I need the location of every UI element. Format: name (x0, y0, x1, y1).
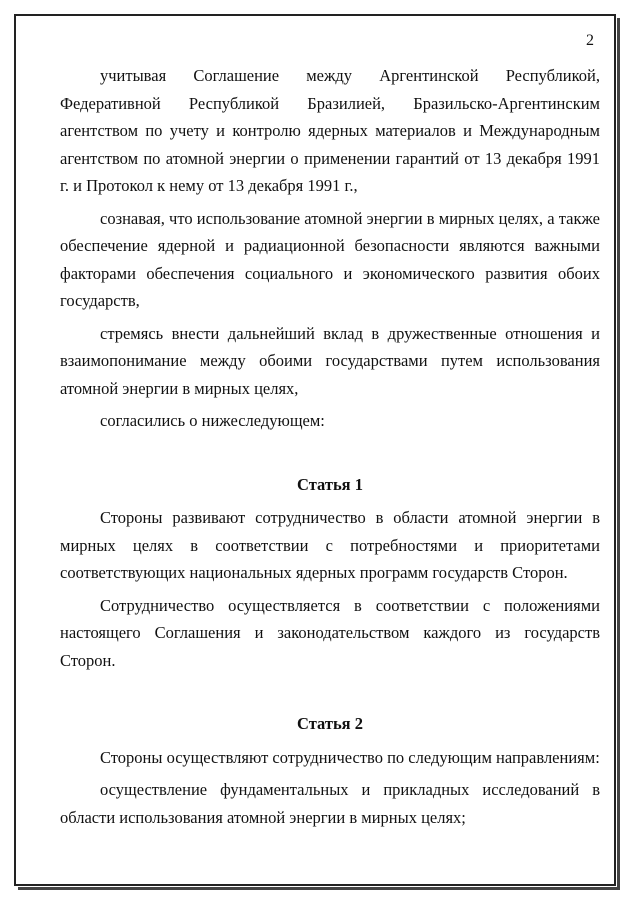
article-2-paragraph-2: осуществление фундаментальных и прикладных исследований в области использования атомной энергии в мирных целях; (60, 780, 600, 827)
preamble-paragraph-2: сознавая, что использование атомной энергии в мирных целях, а также обеспечение ядерной и радиационной безопасности являются важными факторами обеспечения социального и экономического развития обоих государств, (60, 208, 600, 310)
preamble-paragraph-3: стремясь внести дальнейший вклад в дружественные отношения и взаимопонимание между обоими государствами путем использования атомной энергии в мирных целях, (60, 323, 600, 398)
preamble-paragraph-4: согласились о нижеследующем: (100, 411, 325, 430)
article-1-paragraph-2: Сотрудничество осуществляется в соответствии с положениями настоящего Соглашения и законодательством каждого из государств Сторон. (60, 595, 600, 670)
document-body (60, 62, 600, 831)
preamble-paragraph-1: учитывая Соглашение между Аргентинской Республикой, Федеративной Республикой Бразилией, Бразильско-Аргентинским агентством по учету и контролю ядерных материалов и Международным агентством по атомной энергии о применении гарантий от 13 декабря 1991 г. и Протокол к нему от 13 декабря 1991 г., (60, 66, 600, 195)
article-1-paragraph-1: Стороны развивают сотрудничество в области атомной энергии в мирных целях в соответствии с потребностями и приоритетами соответствующих национальных ядерных программ государств Сторон. (60, 508, 600, 582)
article-2-paragraph-1: Стороны осуществляют сотрудничество по следующим направлениям: (100, 747, 600, 767)
page-number: 2 (586, 32, 594, 49)
article-1-heading: Статья 1 (297, 474, 363, 494)
article-2-heading: Статья 2 (297, 714, 363, 733)
